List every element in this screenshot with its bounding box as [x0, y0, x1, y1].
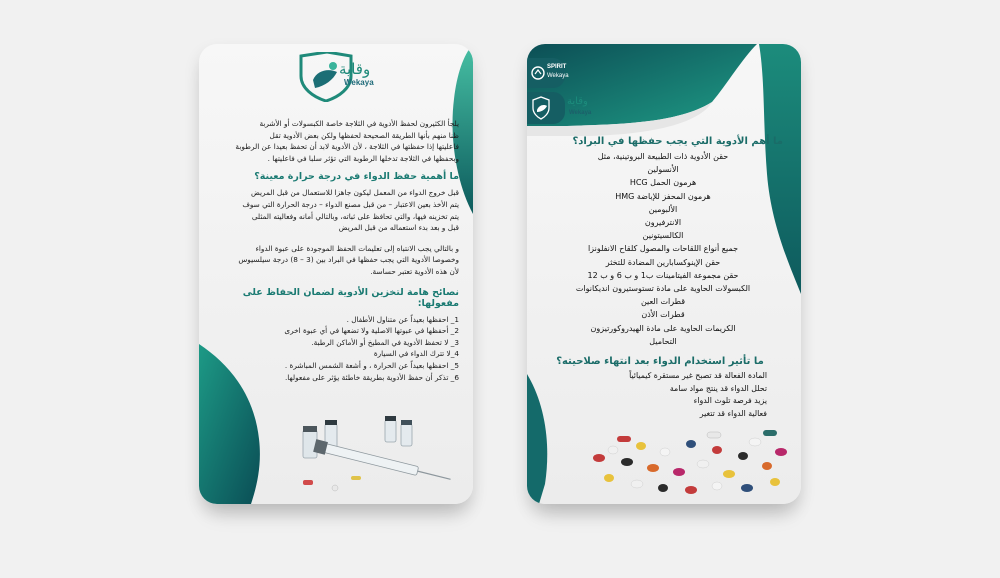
intro-line: وبحفظها في الثلاجة تدخلها الرطوبة التي تؤثر سلبا في فاعليتها .	[267, 153, 459, 163]
tip-item: 2_ أحفظها في عبوتها الاصلية ولا تضعها في أي عبوة اخرى	[284, 326, 459, 336]
tip-item: 4_لا تترك الدواء في السيارة	[373, 349, 459, 359]
medicine-item: حقن الأدوية ذات الطبيعة البروتينية، مثل	[597, 152, 729, 161]
brand-name-arabic-small: وقاية	[567, 96, 588, 107]
paragraph-line: لأن هذه الأدوية تعتبر حساسة.	[370, 266, 459, 276]
brand-name-english-small: Wekaya	[569, 110, 592, 116]
medicine-item: الألبومين	[648, 204, 678, 214]
left-text-block	[213, 118, 459, 383]
paragraph-line: قبل خروج الدواء من المعمل ليكون جاهزا للاستعمال من قبل المريض	[251, 188, 459, 198]
paragraph-line: و بالتالي يجب الانتباه إلى تعليمات الحفظ الموجودة على عبوة الدواء	[255, 243, 459, 253]
medicine-item: قطرات العين	[640, 297, 686, 307]
intro-line: يلجأ الكثيرون لحفظ الأدوية في الثلاجة خاصة الكبسولات أو الأشربة	[259, 119, 459, 128]
wekaya-badge	[527, 92, 565, 124]
medicine-item: الكالسيتونين	[642, 231, 684, 241]
intro-line: فاعليتها إذا حفظتها في الثلاجة ، لأن الأدوية لابد أن تحفظ بعيدا عن الرطوبة	[235, 142, 459, 152]
brand-name-arabic: وقاية	[339, 60, 371, 78]
effect-item: تحلل الدواء قد ينتج مواد سامة	[669, 383, 767, 393]
medicine-item: التحاميل	[649, 336, 677, 346]
medicine-item: جميع أنواع اللقاحات والمصول كلقاح الانفلونزا	[587, 244, 739, 254]
effect-item: فعالية الدواء قد تتغير	[699, 408, 767, 418]
brand-name-english: Wekaya	[344, 78, 374, 87]
medicine-item: هرمون الحمل HCG	[629, 178, 697, 188]
medicine-item: الأنسولين	[647, 165, 679, 175]
medicine-item: هرمون المحفز للإباضة HMG	[615, 191, 711, 201]
intro-line: ظنا منهم بأنها الطريقة الصحيحة لحفظها ولكن بعض الأدوية تقل	[269, 130, 459, 140]
assorted-pills-image	[587, 428, 797, 500]
tip-item: 5_ احفظها بعيداً عن الحرارة ، و أشعة الشمس المباشرة .	[284, 360, 459, 370]
tip-item: 1_ احفظها بعيداً عن متناول الأطفال .	[346, 314, 459, 324]
medicine-item: الكبسولات الحاوية على مادة تستوستيرون انديكانوات	[575, 284, 751, 294]
tip-item: 3_ لا تحفظ الأدوية في المطبخ أو الأماكن الرطبة.	[311, 337, 459, 347]
paragraph-line: وخصوصا الأدوية التي يجب حفظها في البراد بين (3 – 8) درجة سيلسيوس	[238, 255, 459, 265]
heading-storage-tips: نصائح هامة لتخزين الأدوية لضمان الحفاظ على مفعولها:	[242, 286, 459, 309]
heading-expired-medicine-effect: ما تأثير استخدام الدواء بعد انتهاء صلاحيته؟	[556, 356, 764, 368]
effect-item: المادة الفعالة قد تصبح غير مستقرة كيميائياً	[629, 371, 767, 381]
heading-temperature-importance: ما أهمية حفظ الدواء في درجة حرارة معينة؟	[254, 171, 459, 183]
medicine-item: حقن مجموعة الفيتامينات ب1 و ب 6 و ب 12	[587, 270, 739, 280]
medicine-item: قطرات الأذن	[641, 310, 685, 320]
partner-name-line1: SPIRIT	[547, 64, 567, 70]
flyer-right-page	[527, 44, 801, 504]
right-text-block	[537, 136, 789, 420]
medicine-item: الانترفيرون	[644, 218, 682, 228]
effect-item: يزيد فرصة تلوث الدواء	[693, 396, 767, 406]
tip-item: 6_ تذكر أن حفظ الأدوية بطريقة خاطئة يؤثر على مفعولها.	[284, 372, 459, 382]
wekaya-small-shield-icon	[527, 92, 565, 124]
flyer-left-page	[199, 44, 473, 504]
partner-name-line2: Wekaya	[547, 73, 569, 79]
paragraph-line: يتم الأخذ بعين الاعتبار – من قبل مصنع الدواء – درجة الحرارة التي سوف	[242, 199, 459, 209]
heading-refrigerated-medicines: ما أهم الأدوية التي يجب حفظها في البراد؟	[572, 136, 783, 147]
medicine-item: الكريمات الحاوية على مادة الهيدروكورتيزون	[590, 323, 736, 333]
medicine-item: حقن الإينوكسابارين المضادة للتخثر	[605, 257, 721, 267]
paragraph-line: قبل و بعد بدء استعماله من قبل المريض	[338, 223, 459, 233]
paragraph-line: يتم تخزينه فيها، والتي تحافظ على ثباته، وبالتالي أمانه وفعاليته المثلى	[251, 211, 459, 221]
syringe-and-vials-image	[295, 416, 465, 500]
